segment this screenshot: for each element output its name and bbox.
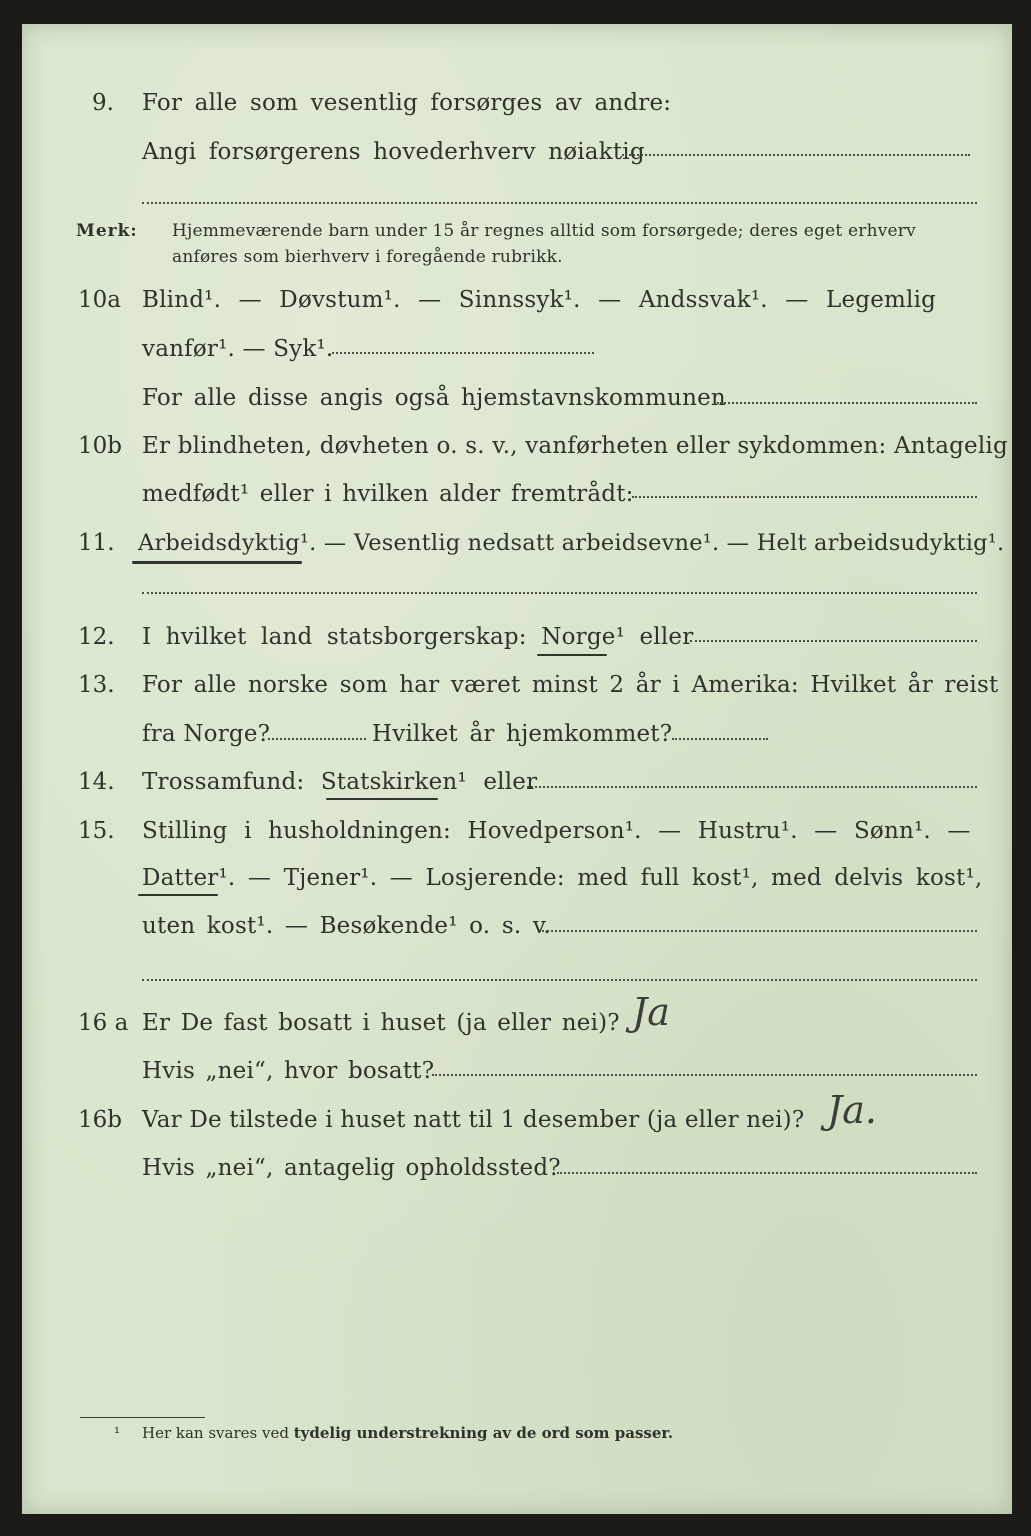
q16b-answer-line[interactable] (557, 1172, 977, 1174)
q9-line1: For alle som vesentlig forsørges av andre: (142, 90, 672, 116)
q10a-answer-line[interactable] (332, 352, 594, 354)
footnote-text-plain: Her kan svares ved (142, 1424, 289, 1442)
census-form-page (22, 24, 1012, 1514)
q10a-number: 10a (78, 287, 121, 313)
q10b-line1: Er blindheten, døvheten o. s. v., vanførheten eller sykdommen: Antagelig (142, 433, 1008, 459)
q12-number: 12. (78, 624, 115, 650)
q9-line2: Angi forsørgerens hovederhverv nøiaktig (142, 139, 645, 165)
q13-line2b: Hvilket år hjemkommet? (372, 721, 673, 747)
q14-number: 14. (78, 769, 115, 795)
q15-answer-line[interactable] (542, 930, 977, 932)
q15-number: 15. (78, 818, 115, 844)
q14-line1: Trossamfund: Statskirken¹ eller (142, 769, 538, 795)
q10a-line3: For alle disse angis også hjemstavnskommunen (142, 385, 726, 411)
q16a-handwritten-answer: Ja (632, 990, 670, 1034)
q16a-number: 16 a (78, 1010, 129, 1036)
merk-label: Merk: (76, 221, 138, 241)
merk-line1: Hjemmeværende barn under 15 år regnes alltid som forsørgede; deres eget erhverv (172, 221, 916, 241)
merk-line2: anføres som bierhverv i foregående rubrikk. (172, 247, 563, 267)
q12-underline-norge (537, 654, 607, 656)
footnote-rule (80, 1417, 205, 1418)
q9-extra-line[interactable] (142, 202, 977, 204)
q16a-line2: Hvis „nei“, hvor bosatt? (142, 1058, 435, 1084)
q13-number: 13. (78, 672, 115, 698)
q10b-number: 10b (78, 433, 122, 459)
q11-number: 11. (78, 530, 115, 556)
q9-number: 9. (92, 90, 114, 116)
q13-line2a: fra Norge? (142, 721, 271, 747)
q16a-answer-line[interactable] (432, 1074, 977, 1076)
q12-line1: I hvilket land statsborgerskap: Norge¹ eller (142, 624, 694, 650)
q10b-answer-line[interactable] (632, 496, 977, 498)
footnote-text-bold: tydelig understrekning av de ord som passer. (293, 1424, 674, 1442)
q16a-line1: Er De fast bosatt i huset (ja eller nei)? (142, 1010, 620, 1036)
q10a-hjemstavn-line[interactable] (717, 402, 977, 404)
q10a-line2: vanfør¹. — Syk¹. (142, 336, 334, 362)
q10b-line2: medfødt¹ eller i hvilken alder fremtrådt: (142, 481, 634, 507)
q15-underline-datter (138, 894, 218, 896)
q15-line2: Datter¹. — Tjener¹. — Losjerende: med full kost¹, med delvis kost¹, (142, 865, 983, 891)
q16b-line2: Hvis „nei“, antagelig opholdssted? (142, 1155, 561, 1181)
q15-line3: uten kost¹. — Besøkende¹ o. s. v. (142, 913, 551, 939)
q11-line1: Arbeidsdyktig¹. — Vesentlig nedsatt arbeidsevne¹. — Helt arbeidsudyktig¹. (138, 530, 1005, 556)
q12-answer-line[interactable] (690, 640, 977, 642)
q15-line1: Stilling i husholdningen: Hovedperson¹. — Hustru¹. — Sønn¹. — (142, 818, 971, 844)
q9-answer-line[interactable] (622, 154, 970, 156)
q16b-line1: Var De tilstede i huset natt til 1 desember (ja eller nei)? (142, 1107, 805, 1133)
q11-underline-arbeidsdyktig (132, 561, 302, 564)
q14-answer-line[interactable] (527, 786, 977, 788)
q10a-line1: Blind¹. — Døvstum¹. — Sinnssyk¹. — Andssvak¹. — Legemlig (142, 287, 937, 313)
q11-extra-line[interactable] (142, 592, 977, 594)
q14-underline-statskirken (326, 798, 438, 800)
q13-reist-line[interactable] (268, 738, 366, 740)
footnote-mark: ¹ (114, 1424, 121, 1442)
q15-extra-line[interactable] (142, 979, 977, 981)
q13-hjemkommet-line[interactable] (672, 738, 768, 740)
q16b-number: 16b (78, 1107, 122, 1133)
q16b-handwritten-answer: Ja. (827, 1088, 877, 1132)
q13-line1: For alle norske som har været minst 2 år i Amerika: Hvilket år reist (142, 672, 999, 698)
footnote (142, 1424, 673, 1442)
